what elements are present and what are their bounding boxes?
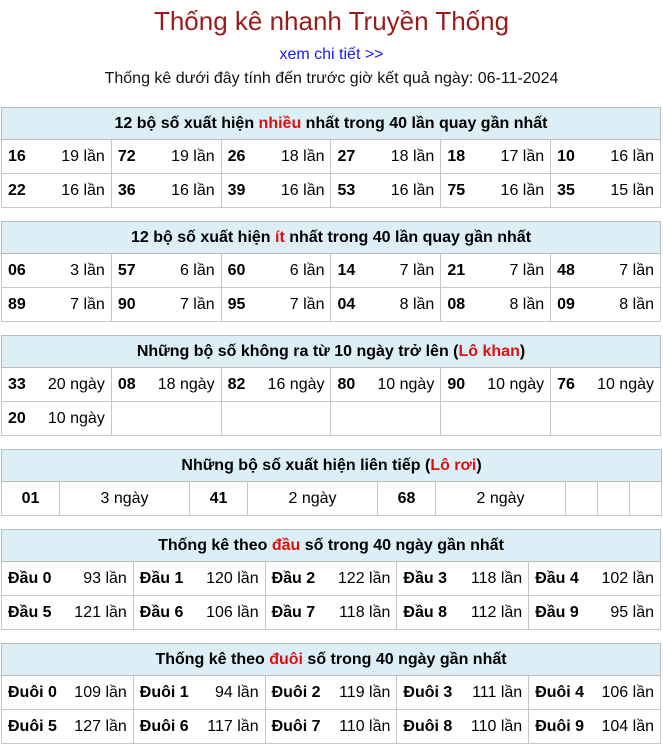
stat-cell: Đuôi 1 94 lần [133,676,265,710]
stat-cell: Đuôi 7 110 lần [265,710,397,744]
empty-cell [111,402,221,436]
lo-roi-table [1,449,662,516]
empty-cell [551,402,661,436]
stat-cell: Đuôi 5 127 lần [2,710,134,744]
stat-cell: Đầu 7 118 lần [265,596,397,630]
empty-cell [331,402,441,436]
table-row [2,596,661,630]
table-row [2,140,661,174]
stat-cell: 16 19 lần [2,140,112,174]
stat-cell: 95 7 lần [221,288,331,322]
stat-cell: 18 17 lần [441,140,551,174]
stat-number: 01 [2,482,60,516]
stat-count: 3 ngày [60,482,190,516]
stat-cell: Đuôi 9 104 lần [529,710,661,744]
stat-cell: 09 8 lần [551,288,661,322]
stat-cell: 72 19 lần [111,140,221,174]
stat-cell: 20 10 ngày [2,402,112,436]
table-row [2,254,661,288]
subtitle: Thống kê dưới đây tính đến trước giờ kết quả ngày: 06-11-2024 [104,70,559,87]
stat-cell: Đầu 1 120 lần [133,562,265,596]
stat-cell: 76 10 ngày [551,368,661,402]
stat-cell: 08 8 lần [441,288,551,322]
stat-cell: Đầu 8 112 lần [397,596,529,630]
empty-cell [566,482,598,516]
stat-cell: 80 10 ngày [331,368,441,402]
stat-cell: Đuôi 2 119 lần [265,676,397,710]
stat-cell: 06 3 lần [2,254,112,288]
stat-cell: 22 16 lần [2,174,112,208]
stat-cell: 75 16 lần [441,174,551,208]
table-row [2,676,661,710]
stat-cell: Đầu 2 122 lần [265,562,397,596]
stat-cell: Đuôi 6 117 lần [133,710,265,744]
stat-number: 68 [378,482,436,516]
stat-cell: 36 16 lần [111,174,221,208]
table-row [2,288,661,322]
page-title: Thống kê nhanh Truyền Thống [153,6,510,36]
detail-link[interactable]: xem chi tiết >> [279,46,384,63]
stat-cell: 10 16 lần [551,140,661,174]
lo-khan-title: Những bộ số không ra từ 10 ngày trở lên (Lô khan) [2,336,661,368]
lo-roi-title: Những bộ số xuất hiện liên tiếp (Lô rơi) [2,450,662,482]
stat-cell: 08 18 ngày [111,368,221,402]
table-row [2,174,661,208]
empty-cell [630,482,662,516]
stat-cell: Đuôi 8 110 lần [397,710,529,744]
stat-cell: 57 6 lần [111,254,221,288]
stat-cell: 82 16 ngày [221,368,331,402]
duoi-table [1,643,661,744]
stat-cell: Đầu 3 118 lần [397,562,529,596]
empty-cell [598,482,630,516]
table-row [2,402,661,436]
table-row [2,368,661,402]
stat-cell: 04 8 lần [331,288,441,322]
stat-cell: Đuôi 3 111 lần [397,676,529,710]
empty-cell [221,402,331,436]
stat-cell: 53 16 lần [331,174,441,208]
stat-cell: Đầu 6 106 lần [133,596,265,630]
stat-cell: 90 7 lần [111,288,221,322]
stat-cell: Đầu 9 95 lần [529,596,661,630]
duoi-title: Thống kê theo đuôi số trong 40 ngày gần nhất [2,644,661,676]
dau-title: Thống kê theo đầu số trong 40 ngày gần nhất [2,530,661,562]
stat-cell: 35 15 lần [551,174,661,208]
stat-cell: Đầu 4 102 lần [529,562,661,596]
most-frequent-table [1,107,661,208]
stat-cell: 60 6 lần [221,254,331,288]
stat-cell: 89 7 lần [2,288,112,322]
least-frequent-table [1,221,661,322]
dau-table [1,529,661,630]
lo-khan-table [1,335,661,436]
stat-count: 2 ngày [436,482,566,516]
stat-cell: 33 20 ngày [2,368,112,402]
empty-cell [441,402,551,436]
stat-cell: 26 18 lần [221,140,331,174]
stat-cell: 48 7 lần [551,254,661,288]
most-frequent-title: 12 bộ số xuất hiện nhiều nhất trong 40 lần quay gần nhất [2,108,661,140]
stat-number: 41 [190,482,248,516]
stat-cell: 27 18 lần [331,140,441,174]
stat-count: 2 ngày [248,482,378,516]
stat-cell: Đầu 5 121 lần [2,596,134,630]
table-row [2,562,661,596]
stat-cell: 90 10 ngày [441,368,551,402]
stat-cell: Đầu 0 93 lần [2,562,134,596]
table-row [2,710,661,744]
least-frequent-title: 12 bộ số xuất hiện ít nhất trong 40 lần quay gần nhất [2,222,661,254]
stat-cell: Đuôi 0 109 lần [2,676,134,710]
stat-cell: 14 7 lần [331,254,441,288]
table-row [2,482,662,516]
stat-cell: 21 7 lần [441,254,551,288]
stat-cell: 39 16 lần [221,174,331,208]
stat-cell: Đuôi 4 106 lần [529,676,661,710]
